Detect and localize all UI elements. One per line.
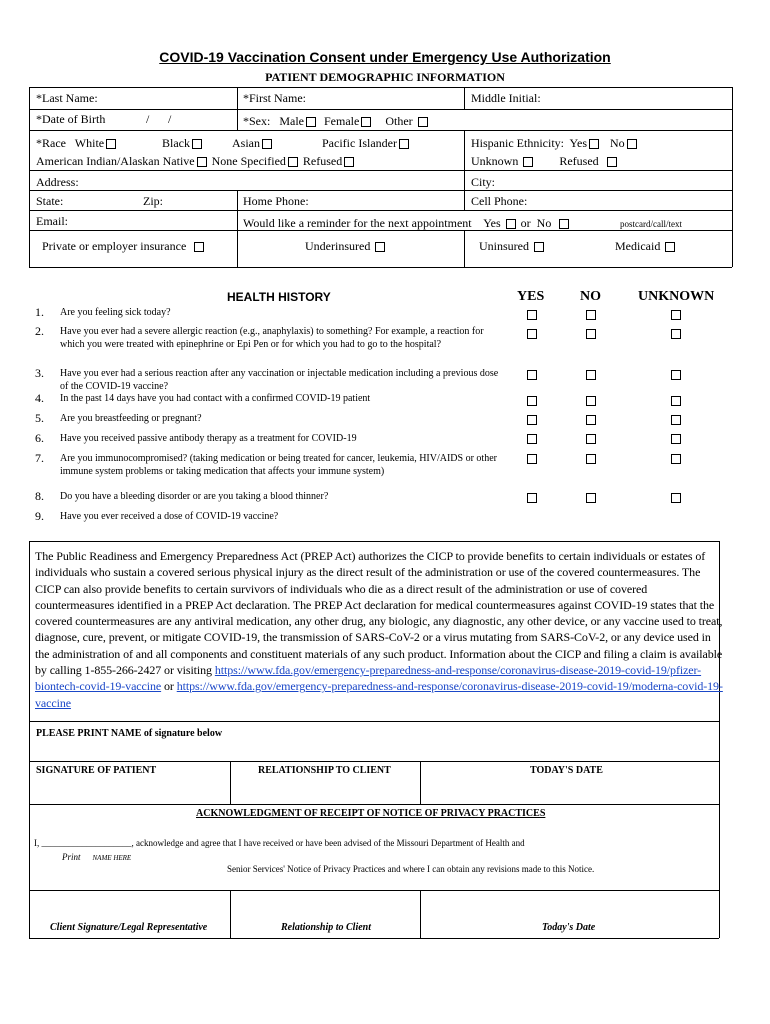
email-field[interactable]: Email:	[36, 214, 68, 228]
relationship-client-field[interactable]: Relationship to Client	[281, 922, 372, 933]
race-none-specified-label: None Specified	[211, 154, 286, 168]
question-text: Are you immunocompromised? (taking medication or being treated for cancer, leukemia, HIV/AIDS or other immune system problems or taking medication that affects your immune system)	[60, 453, 497, 477]
question-3-yes-checkbox[interactable]	[527, 370, 537, 380]
reminder-or: or	[520, 216, 531, 230]
hispanic-yes-checkbox[interactable]	[589, 139, 599, 149]
question-5-no-checkbox[interactable]	[586, 415, 596, 425]
ack-name-here: NAME HERE	[92, 854, 132, 862]
first-name-field[interactable]: *First Name:	[243, 91, 306, 105]
dob-field[interactable]: *Date of Birth	[36, 112, 106, 126]
insurance-underinsured-label: Underinsured	[305, 239, 371, 253]
question-6-unknown-checkbox[interactable]	[671, 434, 681, 444]
question-6-yes-checkbox[interactable]	[527, 434, 537, 444]
question-number: 3.	[35, 366, 44, 380]
race-black-checkbox[interactable]	[192, 139, 202, 149]
race-none-specified-checkbox[interactable]	[288, 157, 298, 167]
question-text: Have you received passive antibody therapy as a treatment for COVID-19	[60, 433, 357, 444]
question-1-no-checkbox[interactable]	[586, 310, 596, 320]
ack-print-name-hint	[62, 849, 131, 864]
question-text: Are you breastfeeding or pregnant?	[60, 413, 202, 424]
question-text: Do you have a bleeding disorder or are you taking a blood thinner?	[60, 491, 329, 502]
race-white-checkbox[interactable]	[106, 139, 116, 149]
sex-other-checkbox[interactable]	[418, 117, 428, 127]
sex-female-checkbox[interactable]	[361, 117, 371, 127]
notice-or: or	[161, 679, 177, 694]
race-black-label: Black	[162, 136, 190, 150]
question-text: Have you ever had a severe allergic reaction (e.g., anaphylaxis) to something? For example, a reaction for which you were treated with epinephrine or Epi Pen or for which you had to go to the hospital?	[60, 326, 484, 350]
prep-act-notice	[35, 548, 725, 711]
question-number: 9.	[35, 509, 44, 523]
insurance-uninsured	[479, 239, 546, 254]
question-3-unknown-checkbox[interactable]	[671, 370, 681, 380]
hispanic-yes-label: Yes	[569, 136, 588, 150]
race-pacific-label: Pacific Islander	[322, 136, 397, 150]
health-history-heading: HEALTH HISTORY	[227, 290, 331, 304]
race-american-indian-label: American Indian/Alaskan Native	[36, 154, 195, 168]
city-field[interactable]: City:	[471, 175, 496, 189]
reminder-label: Would like a reminder for the next appointment	[243, 216, 472, 230]
insurance-uninsured-label: Uninsured	[479, 239, 529, 253]
sex-female-label: Female	[324, 114, 360, 128]
question-2-no-checkbox[interactable]	[586, 329, 596, 339]
insurance-medicaid-checkbox[interactable]	[665, 242, 675, 252]
race-asian-checkbox[interactable]	[262, 139, 272, 149]
question-3-no-checkbox[interactable]	[586, 370, 596, 380]
zip-field[interactable]: Zip:	[143, 194, 163, 208]
dob-separator: /	[146, 112, 150, 126]
question-7-no-checkbox[interactable]	[586, 454, 596, 464]
race-asian	[232, 136, 274, 151]
ack-print: Print	[62, 852, 81, 862]
race-row-2	[36, 154, 356, 169]
reminder-yes-checkbox[interactable]	[506, 219, 516, 229]
race-black	[162, 136, 204, 151]
todays-date-field-2[interactable]: Today's Date	[542, 922, 596, 933]
cell-phone-field[interactable]: Cell Phone:	[471, 194, 528, 208]
ack-line-1[interactable]: I, ____________________, acknowledge and agree that I have received or have been advised of the Missouri Department of Health and	[34, 838, 525, 848]
hispanic-no-label: No	[610, 136, 625, 150]
page-title: COVID-19 Vaccination Consent under Emergency Use Authorization	[159, 49, 611, 65]
reminder-row	[243, 216, 571, 231]
question-text: Are you feeling sick today?	[60, 307, 171, 318]
pfizer-link[interactable]: https://www.fda.gov/emergency-preparedness-and-response/coronavirus-disease-2019-covid-19/pfizer-biontech-covid-19-vaccine	[35, 663, 702, 694]
race-pacific	[322, 136, 411, 151]
question-number: 1.	[35, 305, 44, 319]
dob-separator: /	[168, 112, 172, 126]
ack-heading: ACKNOWLEDGMENT OF RECEIPT OF NOTICE OF PRIVACY PRACTICES	[196, 808, 546, 819]
insurance-underinsured-checkbox[interactable]	[375, 242, 385, 252]
insurance-medicaid	[615, 239, 677, 254]
reminder-yes-label: Yes	[483, 216, 501, 230]
question-text: Have you ever received a dose of COVID-19 vaccine?	[60, 511, 279, 522]
sex-row	[243, 114, 430, 129]
demographics-heading: PATIENT DEMOGRAPHIC INFORMATION	[265, 70, 505, 84]
print-name-label[interactable]: PLEASE PRINT NAME of signature below	[36, 728, 223, 739]
question-2-yes-checkbox[interactable]	[527, 329, 537, 339]
insurance-private	[42, 239, 206, 254]
question-number: 4.	[35, 391, 44, 405]
sex-male-label: Male	[279, 114, 304, 128]
sex-label: *Sex:	[243, 114, 271, 128]
insurance-private-label: Private or employer insurance	[42, 239, 187, 253]
question-number: 2.	[35, 324, 44, 338]
question-1-yes-checkbox[interactable]	[527, 310, 537, 320]
race-white-label: White	[74, 136, 105, 150]
question-8-yes-checkbox[interactable]	[527, 493, 537, 503]
hispanic-row-1	[471, 136, 639, 151]
question-5-unknown-checkbox[interactable]	[671, 415, 681, 425]
question-number: 7.	[35, 451, 44, 465]
last-name-field[interactable]: *Last Name:	[36, 91, 98, 105]
address-field[interactable]: Address:	[36, 175, 79, 189]
race-row-1	[36, 136, 118, 151]
question-8-no-checkbox[interactable]	[586, 493, 596, 503]
state-field[interactable]: State:	[36, 194, 64, 208]
hispanic-no-checkbox[interactable]	[627, 139, 637, 149]
question-text: In the past 14 days have you had contact with a confirmed COVID-19 patient	[60, 393, 371, 404]
question-number: 6.	[35, 431, 44, 445]
question-7-unknown-checkbox[interactable]	[671, 454, 681, 464]
reminder-method: postcard/call/text	[620, 219, 682, 229]
question-8-unknown-checkbox[interactable]	[671, 493, 681, 503]
sex-male-checkbox[interactable]	[306, 117, 316, 127]
question-2-unknown-checkbox[interactable]	[671, 329, 681, 339]
question-number: 5.	[35, 411, 44, 425]
ack-line-2: Senior Services' Notice of Privacy Practices and where I can obtain any revisions made to this Notice.	[227, 864, 595, 874]
question-1-unknown-checkbox[interactable]	[671, 310, 681, 320]
question-6-no-checkbox[interactable]	[586, 434, 596, 444]
todays-date-field[interactable]: TODAY'S DATE	[530, 765, 603, 776]
reminder-no-label: No	[536, 216, 552, 230]
col-unknown-header: UNKNOWN	[638, 289, 715, 304]
moderna-link[interactable]: https://www.fda.gov/emergency-preparedness-and-response/coronavirus-disease-2019-covid-19/moderna-covid-19-vaccine	[35, 679, 723, 710]
insurance-medicaid-label: Medicaid	[615, 239, 661, 253]
question-5-yes-checkbox[interactable]	[527, 415, 537, 425]
insurance-uninsured-checkbox[interactable]	[534, 242, 544, 252]
hispanic-label: Hispanic Ethnicity:	[471, 136, 564, 150]
question-number: 8.	[35, 489, 44, 503]
col-yes-header: YES	[517, 289, 545, 304]
client-signature-field[interactable]: Client Signature/Legal Representative	[50, 922, 208, 933]
hispanic-row-2	[471, 154, 619, 169]
race-pacific-checkbox[interactable]	[399, 139, 409, 149]
reminder-no-checkbox[interactable]	[559, 219, 569, 229]
question-7-yes-checkbox[interactable]	[527, 454, 537, 464]
question-4-no-checkbox[interactable]	[586, 396, 596, 406]
middle-initial-field[interactable]: Middle Initial:	[471, 91, 541, 105]
race-refused-checkbox[interactable]	[344, 157, 354, 167]
signature-of-patient-field[interactable]: SIGNATURE OF PATIENT	[36, 765, 157, 776]
hispanic-unknown-label: Unknown	[471, 154, 519, 168]
hispanic-unknown-checkbox[interactable]	[523, 157, 533, 167]
race-american-indian-checkbox[interactable]	[197, 157, 207, 167]
race-asian-label: Asian	[232, 136, 260, 150]
question-4-unknown-checkbox[interactable]	[671, 396, 681, 406]
hispanic-refused-checkbox[interactable]	[607, 157, 617, 167]
question-text: Have you ever had a serious reaction after any vaccination or injectable medication including a previous dose of the COVID-19 vaccine?	[60, 368, 499, 392]
insurance-private-checkbox[interactable]	[194, 242, 204, 252]
hispanic-refused-label: Refused	[559, 154, 599, 168]
col-no-header: NO	[580, 289, 601, 304]
relationship-to-client-field[interactable]: RELATIONSHIP TO CLIENT	[258, 765, 391, 776]
home-phone-field[interactable]: Home Phone:	[243, 194, 309, 208]
race-refused-label: Refused	[302, 154, 343, 168]
sex-other-label: Other	[385, 114, 413, 128]
race-label: *Race	[36, 136, 66, 150]
notice-text: The Public Readiness and Emergency Preparedness Act (PREP Act) authorizes the CICP to provide benefits to certain individuals or estates of individuals who sustain a covered serious physical injury as the direct result of the administration or use of the covered countermeasures. The CICP can also provide benefits to certain survivors of individuals who die as a direct result of the administration or use of covered countermeasures identified in a PREP Act declaration. The PREP Act declaration for medical countermeasures against COVID-19 states that the covered countermeasures are any antiviral medication, any other drug, any biologic, any diagnostic, any other device, or any vaccine used to treat, diagnose, cure, prevent, or mitigate COVID-19, the transmission of SARS-CoV-2 or a virus mutating from SARS-CoV-2, or any device used in the administration of and all components and constituent materials of any such product. Information about the CICP and filing a claim is available by calling 1-855-266-2427 or visiting	[35, 549, 723, 678]
insurance-underinsured	[305, 239, 387, 254]
question-4-yes-checkbox[interactable]	[527, 396, 537, 406]
